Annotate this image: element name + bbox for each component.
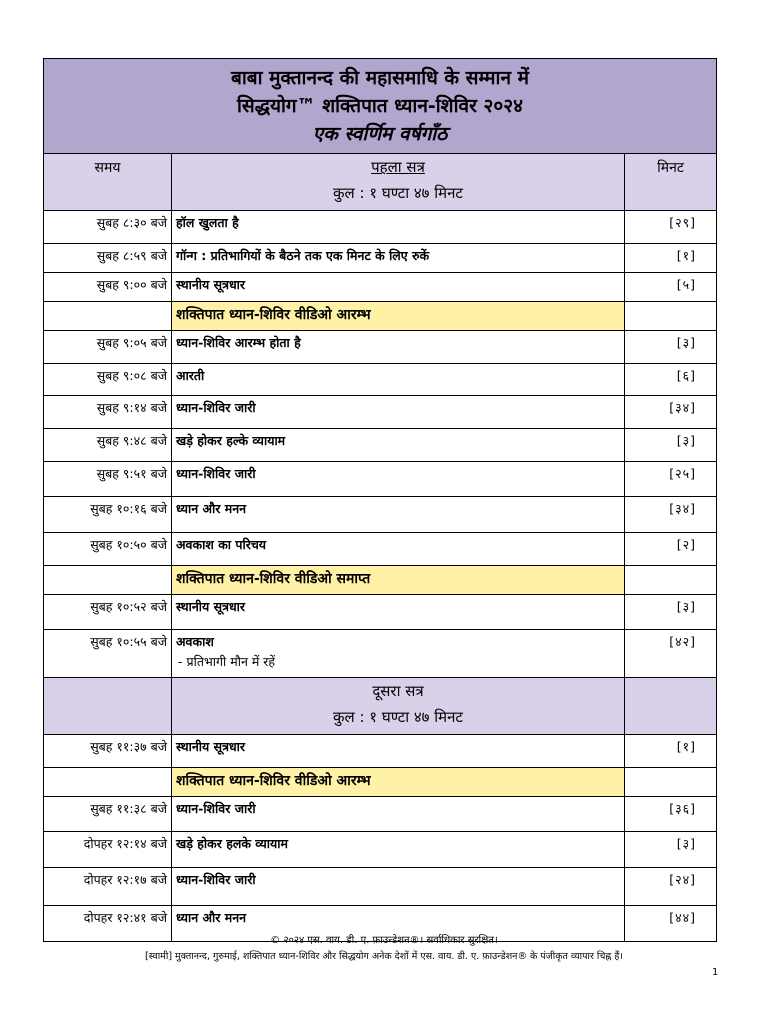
video-band-label: शक्तिपात ध्यान-शिविर वीडिओ आरम्भ xyxy=(172,768,625,797)
title-line-1: बाबा मुक्तानन्द की महासमाधि के सम्मान में xyxy=(231,67,529,89)
copyright-notice: © २०२४ एस. वाय. डी. ए. फ़ाउन्डेशन®। सर्वाधिकार सुरक्षित। xyxy=(270,935,498,946)
session-1-title: पहला सत्र xyxy=(371,158,425,176)
minutes-cell: [३६] xyxy=(625,797,717,832)
activity-cell: ध्यान-शिविर आरम्भ होता है xyxy=(172,331,625,364)
activity-cell: ध्यान-शिविर जारी xyxy=(172,462,625,497)
table-row xyxy=(44,462,717,497)
minutes-cell: [४४] xyxy=(625,906,717,942)
activity-cell: ध्यान और मनन xyxy=(172,497,625,533)
time-cell: दोपहर १२:१४ बजे xyxy=(44,832,172,868)
minutes-cell: [३] xyxy=(625,832,717,868)
activity-cell: खड़े होकर हल्के व्यायाम xyxy=(172,429,625,462)
time-cell: सुबह ८:३० बजे xyxy=(44,211,172,244)
table-row xyxy=(44,595,717,630)
activity-note: - प्रतिभागी मौन में रहें xyxy=(178,654,276,669)
empty-cell xyxy=(625,302,717,331)
table-row xyxy=(44,331,717,364)
session-2-title: दूसरा सत्र xyxy=(372,682,424,700)
minutes-cell: [३] xyxy=(625,595,717,630)
time-cell: दोपहर १२:१७ बजे xyxy=(44,868,172,906)
video-band-row xyxy=(44,768,717,797)
time-cell: सुबह ९:४८ बजे xyxy=(44,429,172,462)
session-1-total: कुल : १ घण्टा ४७ मिनट xyxy=(333,184,463,202)
empty-cell xyxy=(625,678,717,735)
title-header-row xyxy=(44,59,717,154)
empty-cell xyxy=(44,678,172,735)
minutes-cell: [३४] xyxy=(625,497,717,533)
time-cell: सुबह ११:३७ बजे xyxy=(44,735,172,768)
time-cell: सुबह १०:५५ बजे xyxy=(44,630,172,678)
time-cell: सुबह १०:५२ बजे xyxy=(44,595,172,630)
activity-cell xyxy=(172,630,625,678)
activity-cell: ध्यान-शिविर जारी xyxy=(172,396,625,429)
time-cell: सुबह १०:५० बजे xyxy=(44,533,172,566)
activity-text: अवकाश xyxy=(176,634,214,649)
minutes-cell: [२९] xyxy=(625,211,717,244)
minutes-cell: [५] xyxy=(625,273,717,302)
time-cell: सुबह ११:३८ बजे xyxy=(44,797,172,832)
title-line-3: एक स्वर्णिम वर्षगाँठ xyxy=(312,123,448,145)
table-row xyxy=(44,832,717,868)
minutes-column-header: मिनट xyxy=(625,154,717,211)
minutes-cell: [१] xyxy=(625,735,717,768)
table-row xyxy=(44,735,717,768)
video-band-row xyxy=(44,302,717,331)
activity-cell: स्थानीय सूत्रधार xyxy=(172,273,625,302)
time-cell: सुबह ९:०८ बजे xyxy=(44,364,172,396)
minutes-cell: [६] xyxy=(625,364,717,396)
table-row xyxy=(44,868,717,906)
table-row xyxy=(44,630,717,678)
table-row xyxy=(44,497,717,533)
empty-cell xyxy=(44,566,172,595)
activity-cell: ध्यान और मनन xyxy=(172,906,625,942)
activity-cell: गॉन्ग : प्रतिभागियों के बैठने तक एक मिनट के लिए रुकें xyxy=(172,244,625,273)
activity-cell: स्थानीय सूत्रधार xyxy=(172,735,625,768)
session-2-total: कुल : १ घण्टा ४७ मिनट xyxy=(333,708,463,726)
activity-cell: हॉल खुलता है xyxy=(172,211,625,244)
video-band-row xyxy=(44,566,717,595)
activity-cell: ध्यान-शिविर जारी xyxy=(172,868,625,906)
session-1-header-row xyxy=(44,154,717,211)
empty-cell xyxy=(625,566,717,595)
empty-cell xyxy=(625,768,717,797)
time-cell: सुबह ९:१४ बजे xyxy=(44,396,172,429)
time-cell: सुबह ९:०५ बजे xyxy=(44,331,172,364)
table-row xyxy=(44,797,717,832)
minutes-cell: [२५] xyxy=(625,462,717,497)
time-cell: सुबह ९:०० बजे xyxy=(44,273,172,302)
table-row xyxy=(44,533,717,566)
video-band-label: शक्तिपात ध्यान-शिविर वीडिओ समाप्त xyxy=(172,566,625,595)
minutes-cell: [२] xyxy=(625,533,717,566)
table-row xyxy=(44,211,717,244)
session-2-title-cell xyxy=(172,678,625,735)
minutes-cell: [३४] xyxy=(625,396,717,429)
activity-cell: ध्यान-शिविर जारी xyxy=(172,797,625,832)
page-number: 1 xyxy=(712,967,719,978)
session-1-title-cell xyxy=(172,154,625,211)
empty-cell xyxy=(44,302,172,331)
schedule-table xyxy=(43,58,717,942)
video-band-label: शक्तिपात ध्यान-शिविर वीडिओ आरम्भ xyxy=(172,302,625,331)
title-header xyxy=(44,59,717,154)
title-line-2: सिद्धयोग™ शक्तिपात ध्यान-शिविर २०२४ xyxy=(237,95,523,117)
time-cell: दोपहर १२:४१ बजे xyxy=(44,906,172,942)
minutes-cell: [२४] xyxy=(625,868,717,906)
table-row xyxy=(44,396,717,429)
minutes-cell: [१] xyxy=(625,244,717,273)
empty-cell xyxy=(44,768,172,797)
time-cell: सुबह १०:१६ बजे xyxy=(44,497,172,533)
activity-cell: स्थानीय सूत्रधार xyxy=(172,595,625,630)
activity-cell: खड़े होकर हलके व्यायाम xyxy=(172,832,625,868)
time-column-header: समय xyxy=(44,154,172,211)
activity-cell: आरती xyxy=(172,364,625,396)
minutes-cell: [४२] xyxy=(625,630,717,678)
time-cell: सुबह ९:५१ बजे xyxy=(44,462,172,497)
session-2-header-row xyxy=(44,678,717,735)
activity-cell: अवकाश का परिचय xyxy=(172,533,625,566)
time-cell: सुबह ८:५९ बजे xyxy=(44,244,172,273)
table-row xyxy=(44,244,717,273)
table-row xyxy=(44,364,717,396)
minutes-cell: [३] xyxy=(625,331,717,364)
table-row xyxy=(44,429,717,462)
table-row xyxy=(44,273,717,302)
trademark-notice: [स्वामी] मुक्तानन्द, गुरुमाई, शक्तिपात ध्यान-शिविर और सिद्धयोग अनेक देशों में एस. वाय. डी. ए. फ़ाउन्डेशन® के पंजीकृत व्यापार चिह्न हैं। xyxy=(145,951,623,962)
minutes-cell: [३] xyxy=(625,429,717,462)
